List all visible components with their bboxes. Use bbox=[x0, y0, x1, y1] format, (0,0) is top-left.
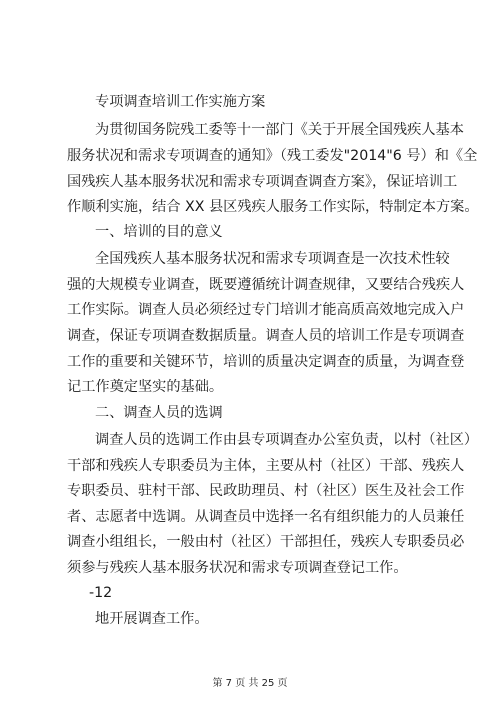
section-2-line-3: 专职委员、驻村干部、民政助理员、村（社区）医生及社会工作 bbox=[67, 483, 465, 499]
section-1-heading: 一、培训的目的意义 bbox=[95, 224, 223, 240]
intro-line-4: 作顺利实施，结合 XX 县区残疾人服务工作实际，特制定本方案。 bbox=[67, 199, 479, 215]
section-1-line-3: 工作实际。调查人员必须经过专门培训才能高质高效地完成入户 bbox=[67, 302, 465, 318]
continuation-line: 地开展调查工作。 bbox=[95, 611, 209, 627]
section-1-line-1: 全国残疾人基本服务状况和需求专项调查是一次技术性较 bbox=[95, 251, 450, 267]
intro-line-3: 国残疾人基本服务状况和需求专项调查调查方案》，保证培训工 bbox=[67, 174, 458, 190]
section-2-line-4: 者、志愿者中选调。从调查员中选择一名有组织能力的人员兼任 bbox=[67, 509, 465, 525]
page-footer: 第 7 页 共 25 页 bbox=[212, 678, 288, 689]
section-2-line-6: 须参与残疾人基本服务状况和需求专项调查登记工作。 bbox=[67, 560, 408, 576]
section-2-line-5: 调查小组组长，一般由村（社区）干部担任，残疾人专职委员必 bbox=[67, 534, 465, 550]
intro-line-1: 为贯彻国务院残工委等十一部门《关于开展全国残疾人基本 bbox=[95, 122, 464, 138]
document-title: 专项调查培训工作实施方案 bbox=[95, 94, 266, 110]
page-fragment: -12 bbox=[89, 585, 113, 601]
section-1-line-6: 记工作奠定坚实的基础。 bbox=[67, 379, 224, 395]
section-2-line-1: 调查人员的选调工作由县专项调查办公室负责，以村（社区） bbox=[95, 432, 479, 448]
section-1-line-4: 调查，保证专项调查数据质量。调查人员的培训工作是专项调查 bbox=[67, 328, 465, 344]
section-2-heading: 二、调查人员的选调 bbox=[95, 405, 223, 421]
section-1-line-2: 强的大规模专业调查，既要遵循统计调查规律，又要结合残疾人 bbox=[67, 277, 465, 293]
section-1-line-5: 工作的重要和关键环节，培训的质量决定调查的质量，为调查登 bbox=[67, 354, 465, 370]
intro-line-2: 服务状况和需求专项调查的通知》（残工委发"2014"6 号）和《全 bbox=[67, 148, 478, 164]
section-2-line-2: 干部和残疾人专职委员为主体，主要从村（社区）干部、残疾人 bbox=[67, 458, 465, 474]
